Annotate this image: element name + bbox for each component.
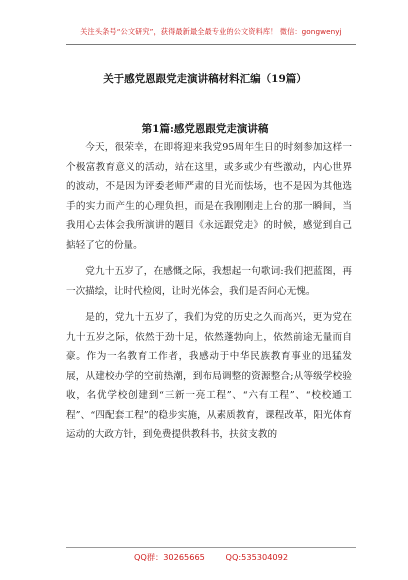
- body-text: [66, 138, 352, 452]
- header-divider: [66, 44, 356, 45]
- paragraph: 是的，党九十五岁了，我们为党的历史之久而高兴，更为党在九十五岁之际，依然于劲十足，依然蓬勃向上，依然前途无量而自豪。作为一名教育工作者，我感动于中华民族教育事业的迅猛发展，从建校办学的空前热潮，到布局调整的资源整合;从等级学校验收，名优学校创建到“三新一亮工程”、“六有工程”、“校校通工程”、“四配套工程”的稳步实施，从素质教育，课程改革，阳光体育运动的大政方针，到免费提供教科书，扶贫支教的: [66, 312, 352, 440]
- header-banner: 关注头条号“公文研究”，获得最新最全最专业的公文资料库！ 微信：gongwenyj: [80, 27, 342, 36]
- paragraph: 今天，很荣幸，在即将迎来我党95周年生日的时刻参加这样一个极富教育意义的活动，站在这里，或多或少有些激动，内心世界的波动，不是因为评委老师严肃的目光而怯场，也不是因为其他选手的实力而产生的心理负担，而是在我刚刚走上台的那一瞬间，当我用心去体会我所演讲的题目《永远跟党走》的时候，感觉到自己掂轻了它的份量。: [66, 142, 352, 251]
- section-title: 第1篇:感党恩跟党走演讲稿: [141, 123, 269, 135]
- paragraph: 党九十五岁了，在感慨之际，我想起一句歌词:我们把蓝图，再一次描绘，让时代检阅，让时光体会，我们是否问心无愧。: [66, 266, 352, 297]
- footer-qq-group: QQ群：30265665: [133, 552, 205, 562]
- footer: [66, 552, 356, 563]
- document-title: 关于感党恩跟党走演讲稿材料汇编（19篇）: [103, 73, 307, 85]
- footer-qq: QQ:535304092: [225, 552, 289, 562]
- footer-divider: [66, 547, 356, 548]
